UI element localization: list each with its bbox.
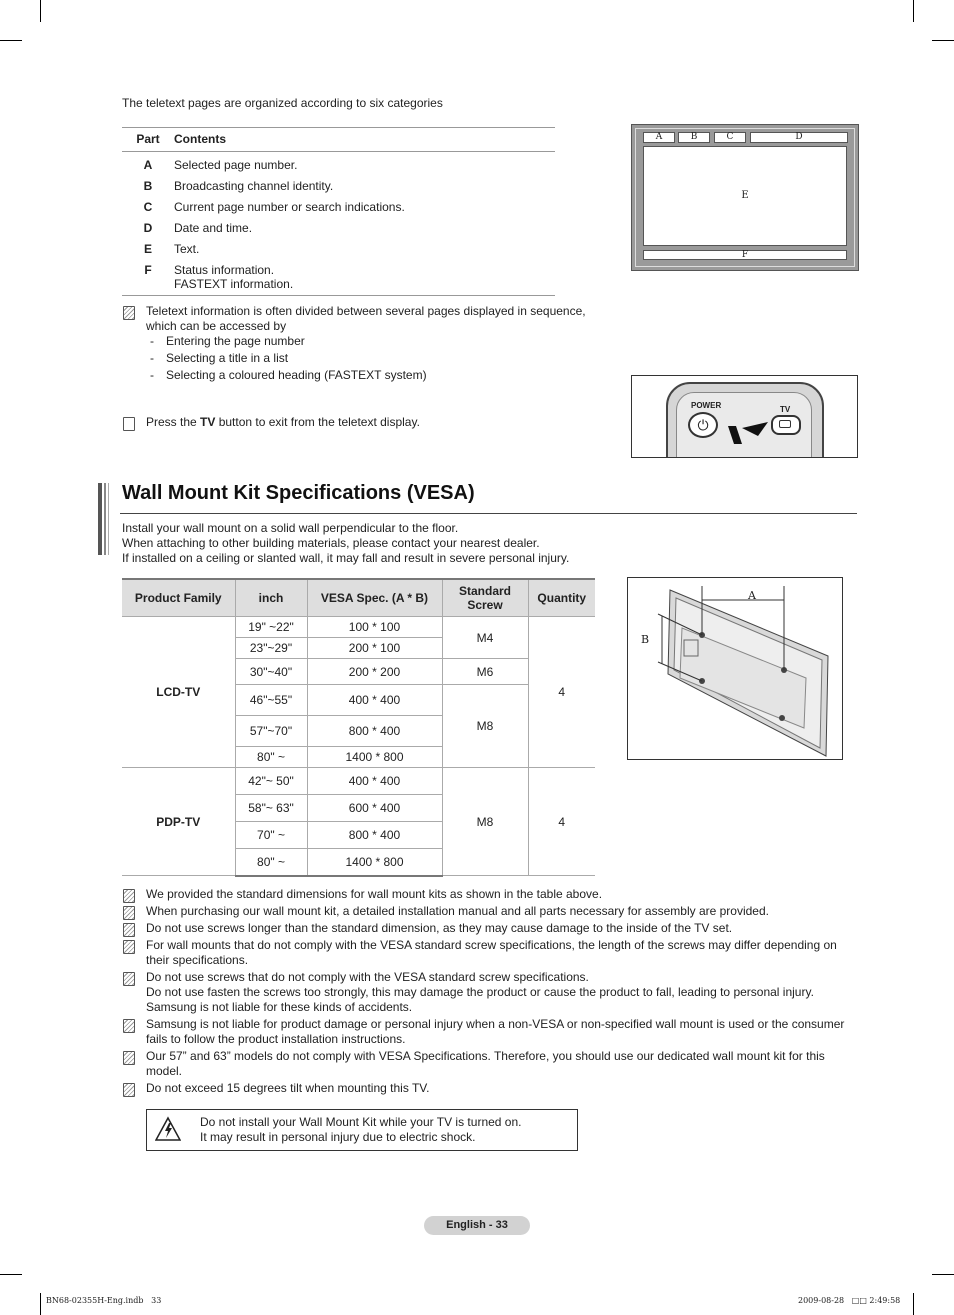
note-item: Our 57” and 63” models do not comply with VESA Specifications. Therefore, you should use our dedicated wall mount kit for this model. <box>123 1049 858 1079</box>
family-cell: LCD-TV <box>122 617 235 768</box>
part-cell: A <box>143 158 153 172</box>
part-cell: C <box>143 200 153 214</box>
wall-mount-diagram <box>627 577 843 760</box>
inch-cell: 46"~55" <box>235 685 307 716</box>
section-marker-bar-thin <box>104 483 106 555</box>
note-item: Do not use screws longer than the standard dimension, as they may cause damage to the inside of the TV set. <box>123 921 858 936</box>
intro-text: The teletext pages are organized according to six categories <box>122 96 443 110</box>
table-header-row <box>122 128 555 152</box>
list-item: - Selecting a coloured heading (FASTEXT system) <box>150 368 427 382</box>
note-item: We provided the standard dimensions for wall mount kits as shown in the table above. <box>123 887 858 902</box>
footer-timestamp: 2009-08-28 □□ 2:49:58 <box>798 1296 901 1305</box>
table-row <box>122 176 555 197</box>
contents-cell: Date and time. <box>174 221 253 235</box>
vesa-cell: 800 * 400 <box>307 716 442 747</box>
note-icon <box>123 972 135 986</box>
vesa-cell: 400 * 400 <box>307 768 442 795</box>
note-item: Do not use screws that do not comply with the VESA standard screw specifications. Do not use fasten the screws too strongly, this may damage the product or cause the product to fall, leading to personal injury. Samsung is not liable for these kinds of accidents. <box>123 970 858 1015</box>
pointer-arrow-icon <box>728 420 770 446</box>
inch-cell: 70" ~ <box>235 822 307 849</box>
note-icon <box>123 889 135 903</box>
table-row <box>122 239 555 260</box>
dimension-b-label: B <box>641 633 650 646</box>
contents-cell: Current page number or search indications. <box>174 200 405 214</box>
intro-line: Install your wall mount on a solid wall perpendicular to the floor. <box>122 521 459 535</box>
header-vesa-spec: VESA Spec. (A * B) <box>307 579 442 617</box>
inch-cell: 42"~ 50" <box>235 768 307 795</box>
dimension-a-label: A <box>748 589 756 602</box>
note-icon <box>123 1051 135 1065</box>
power-label: POWER <box>691 401 722 410</box>
crop-mark <box>932 1274 954 1275</box>
header-product-family: Product Family <box>122 579 235 617</box>
region-b: B <box>678 132 710 143</box>
part-cell: F <box>122 260 174 296</box>
table-row <box>122 218 555 239</box>
vesa-cell: 200 * 200 <box>307 659 442 685</box>
tv-back-panel-drawing <box>628 578 842 759</box>
section-title-underline <box>120 513 857 514</box>
remote-diagram <box>631 375 858 458</box>
vesa-cell: 1400 * 800 <box>307 747 442 768</box>
quantity-cell: 4 <box>528 768 595 876</box>
inch-cell: 19" ~22" <box>235 617 307 638</box>
teletext-parts-table <box>122 127 555 296</box>
note-icon <box>123 906 135 920</box>
section-title: Wall Mount Kit Specifications (VESA) <box>122 482 475 504</box>
crop-mark <box>913 0 914 22</box>
vesa-cell: 1400 * 800 <box>307 849 442 876</box>
contents-cell: Text. <box>174 242 200 256</box>
note-line: Teletext information is often divided between several pages displayed in sequence, <box>146 304 586 318</box>
crop-mark <box>40 1293 41 1315</box>
screw-cell: M4 <box>442 617 528 659</box>
crop-mark <box>932 40 954 41</box>
intro-line: If installed on a ceiling or slanted wall, it may fall and result in severe personal injury. <box>122 551 570 565</box>
family-cell: PDP-TV <box>122 768 235 876</box>
note-line: which can be accessed by <box>146 319 287 333</box>
warning-triangle-icon <box>155 1116 181 1142</box>
inch-cell: 23"~29" <box>235 638 307 659</box>
header-standard-screw: Standard Screw <box>442 579 528 617</box>
vesa-cell: 200 * 100 <box>307 638 442 659</box>
region-e: E <box>643 146 847 246</box>
part-cell: E <box>143 242 152 256</box>
teletext-access-list <box>150 334 427 385</box>
teletext-note <box>146 304 606 334</box>
press-tv-note: Press the TV button to exit from the teletext display. <box>146 415 420 429</box>
part-cell: B <box>143 179 153 193</box>
region-a: A <box>643 132 675 143</box>
crop-mark <box>0 1274 22 1275</box>
teletext-screen-diagram <box>631 124 859 271</box>
inch-cell: 80" ~ <box>235 849 307 876</box>
list-item: - Selecting a title in a list <box>150 351 289 365</box>
crop-mark <box>40 0 41 22</box>
part-cell: D <box>143 221 153 235</box>
tv-label: TV <box>780 405 791 414</box>
contents-cell: Broadcasting channel identity. <box>174 179 334 193</box>
region-d: D <box>750 132 848 143</box>
table-header-row <box>122 579 595 617</box>
header-part: Part <box>122 128 174 152</box>
contents-cell: Selected page number. <box>174 158 298 172</box>
wall-mount-notes <box>123 887 858 1098</box>
vesa-spec-table <box>122 578 595 877</box>
inch-cell: 80" ~ <box>235 747 307 768</box>
header-contents: Contents <box>174 128 555 152</box>
contents-line: Status information. <box>174 263 275 277</box>
quantity-cell: 4 <box>528 617 595 768</box>
inch-cell: 30"~40" <box>235 659 307 685</box>
note-item: Samsung is not liable for product damage or personal injury when a non-VESA or non-specified wall mount is used or the consumer fails to follow the product installation instructions. <box>123 1017 858 1047</box>
vesa-cell: 800 * 400 <box>307 822 442 849</box>
crop-mark <box>0 40 22 41</box>
contents-cell <box>174 260 555 296</box>
inch-cell: 58"~ 63" <box>235 795 307 822</box>
section-marker-bar <box>98 483 102 555</box>
region-f: F <box>643 250 847 260</box>
warning-text: Do not install your Wall Mount Kit while your TV is turned on. It may result in personal injury due to electric shock. <box>200 1115 522 1144</box>
page-number-badge: English - 33 <box>424 1216 530 1235</box>
table-row <box>122 768 595 795</box>
header-inch: inch <box>235 579 307 617</box>
region-c: C <box>714 132 746 143</box>
note-icon <box>123 940 135 954</box>
contents-line: FASTEXT information. <box>174 277 294 291</box>
table-row <box>122 152 555 177</box>
note-icon <box>123 923 135 937</box>
warning-box <box>146 1109 578 1151</box>
note-icon <box>123 1019 135 1033</box>
list-item: - Entering the page number <box>150 334 305 348</box>
vesa-cell: 400 * 400 <box>307 685 442 716</box>
note-item: When purchasing our wall mount kit, a detailed installation manual and all parts necessary for assembly are provided. <box>123 904 858 919</box>
vesa-cell: 600 * 400 <box>307 795 442 822</box>
table-row <box>122 197 555 218</box>
note-icon <box>123 306 135 320</box>
crop-mark <box>913 1293 914 1315</box>
section-marker-bar-thin <box>108 483 109 555</box>
press-note-icon <box>123 417 135 431</box>
intro-line: When attaching to other building materials, please contact your nearest dealer. <box>122 536 540 550</box>
screw-cell: M8 <box>442 685 528 768</box>
screw-cell: M8 <box>442 768 528 876</box>
header-quantity: Quantity <box>528 579 595 617</box>
section-intro <box>122 521 569 566</box>
screw-cell: M6 <box>442 659 528 685</box>
table-row <box>122 260 555 296</box>
inch-cell: 57"~70" <box>235 716 307 747</box>
vesa-cell: 100 * 100 <box>307 617 442 638</box>
footer-file-info: BN68-02355H-Eng.indb 33 <box>46 1296 162 1305</box>
note-item: Do not exceed 15 degrees tilt when mounting this TV. <box>123 1081 858 1096</box>
power-button-icon: ⏻ <box>688 412 718 438</box>
note-item: For wall mounts that do not comply with the VESA standard screw specifications, the length of the screws may differ depending on their specifications. <box>123 938 858 968</box>
table-row <box>122 617 595 638</box>
note-icon <box>123 1083 135 1097</box>
